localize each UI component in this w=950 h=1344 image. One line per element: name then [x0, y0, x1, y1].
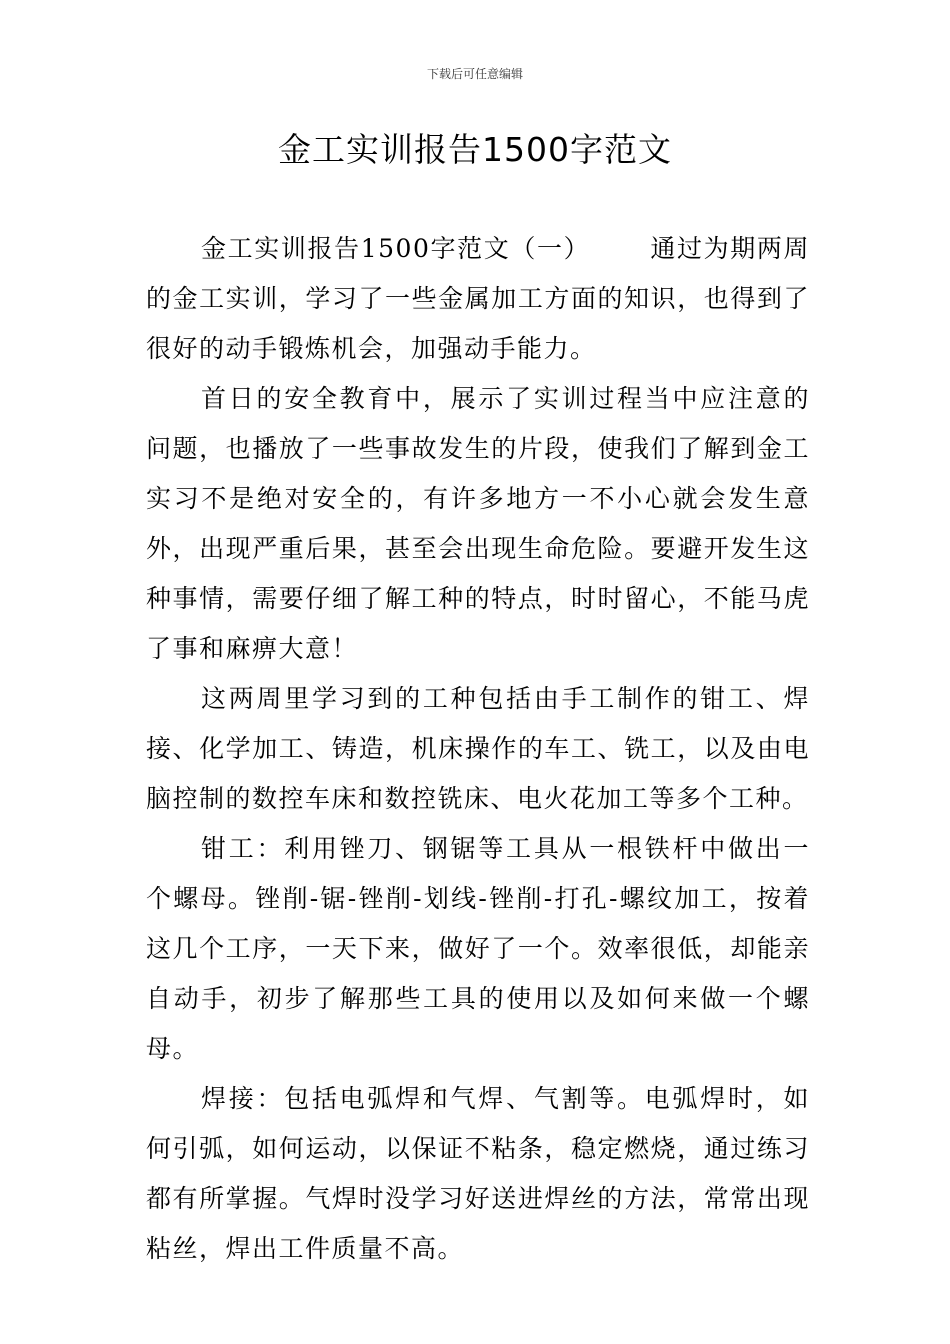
paragraph-2: 首日的安全教育中，展示了实训过程当中应注意的问题，也播放了一些事故发生的片段，使我们了解到金工实习不是绝对安全的，有许多地方一不小心就会发生意外，出现严重后果，甚至会出现生命危险。要避开发生这种事情，需要仔细了解工种的特点，时时留心，不能马虎了事和麻痹大意！: [146, 384, 810, 663]
paragraph-1-text: 通过为期两周的金工实训，学习了一些金属加工方面的知识，也得到了很好的动手锻炼机会，加强动手能力。: [146, 234, 810, 363]
paragraph-1-lead: 金工实训报告1500字范文（一）: [201, 234, 591, 263]
paragraph-3: 这两周里学习到的工种包括由手工制作的钳工、焊接、化学加工、铸造，机床操作的车工、铣工，以及由电脑控制的数控车床和数控铣床、电火花加工等多个工种。: [146, 684, 810, 813]
document-title: 金工实训报告1500字范文: [278, 130, 672, 169]
document-body: [146, 224, 810, 1274]
paragraph-1: [146, 224, 810, 374]
header-note: 下载后可任意编辑: [426, 67, 523, 81]
paragraph-5: 焊接：包括电弧焊和气焊、气割等。电弧焊时，如何引弧，如何运动，以保证不粘条，稳定燃烧，通过练习都有所掌握。气焊时没学习好送进焊丝的方法，常常出现粘丝，焊出工件质量不高。: [146, 1084, 810, 1263]
paragraph-4: 钳工：利用锉刀、钢锯等工具从一根铁杆中做出一个螺母。锉削-锯-锉削-划线-锉削-打孔-螺纹加工，按着这几个工序，一天下来，做好了一个。效率很低，却能亲自动手，初步了解那些工具的使用以及如何来做一个螺母。: [146, 834, 810, 1063]
